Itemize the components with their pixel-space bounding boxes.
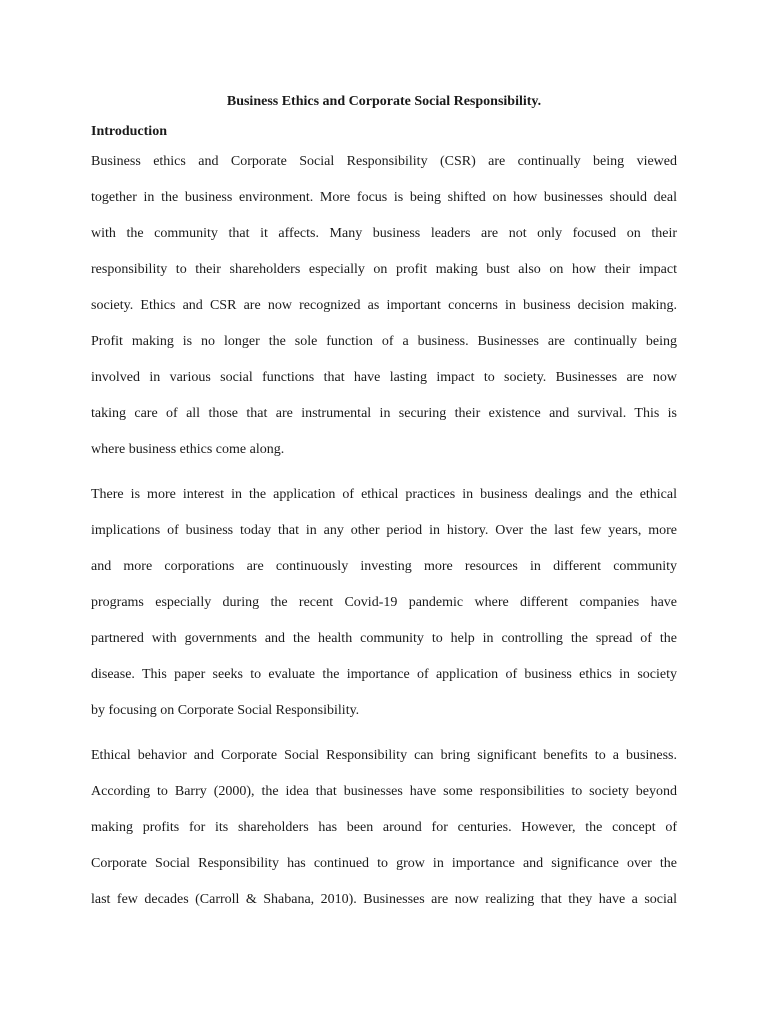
paragraph-line: with the community that it affects. Many business leaders are not only focused on their (91, 226, 677, 241)
paragraph-line: Corporate Social Responsibility has continued to grow in importance and significance over the (91, 856, 677, 871)
paragraph-1 (91, 144, 677, 468)
paragraph-line: involved in various social functions that have lasting impact to society. Businesses are now (91, 370, 677, 385)
paragraph-line: programs especially during the recent Covid-19 pandemic where different companies have (91, 595, 677, 610)
section-heading-introduction: Introduction (91, 124, 167, 139)
paragraph-line: society. Ethics and CSR are now recognized as important concerns in business decision making. (91, 298, 677, 313)
paragraph-line: taking care of all those that are instrumental in securing their existence and survival. This is (91, 406, 677, 421)
paragraph-3 (91, 738, 677, 918)
paragraph-line: responsibility to their shareholders especially on profit making bust also on how their impact (91, 262, 677, 277)
paragraph-line: and more corporations are continuously investing more resources in different community (91, 559, 677, 574)
paragraph-line: There is more interest in the application of ethical practices in business dealings and the ethical (91, 487, 677, 502)
paragraph-line: together in the business environment. More focus is being shifted on how businesses should deal (91, 190, 677, 205)
paragraph-line: last few decades (Carroll & Shabana, 2010). Businesses are now realizing that they have a social (91, 892, 677, 907)
paragraph-line: by focusing on Corporate Social Responsibility. (91, 703, 360, 718)
paragraph-line: where business ethics come along. (91, 442, 285, 457)
document-content (91, 92, 677, 918)
paragraph-line: Ethical behavior and Corporate Social Responsibility can bring significant benefits to a business. (91, 748, 677, 763)
paragraph-line: implications of business today that in any other period in history. Over the last few years, more (91, 523, 677, 538)
document-title: Business Ethics and Corporate Social Responsibility. (226, 94, 542, 109)
paragraph-line: According to Barry (2000), the idea that businesses have some responsibilities to society beyond (91, 784, 677, 799)
paragraph-line: Profit making is no longer the sole function of a business. Businesses are continually being (91, 334, 677, 349)
paragraph-line: making profits for its shareholders has been around for centuries. However, the concept of (91, 820, 677, 835)
paragraph-line: Business ethics and Corporate Social Responsibility (CSR) are continually being viewed (91, 154, 677, 169)
paragraph-line: partnered with governments and the health community to help in controlling the spread of the (91, 631, 677, 646)
paragraph-line: disease. This paper seeks to evaluate the importance of application of business ethics in society (91, 667, 677, 682)
paragraph-2 (91, 477, 677, 729)
